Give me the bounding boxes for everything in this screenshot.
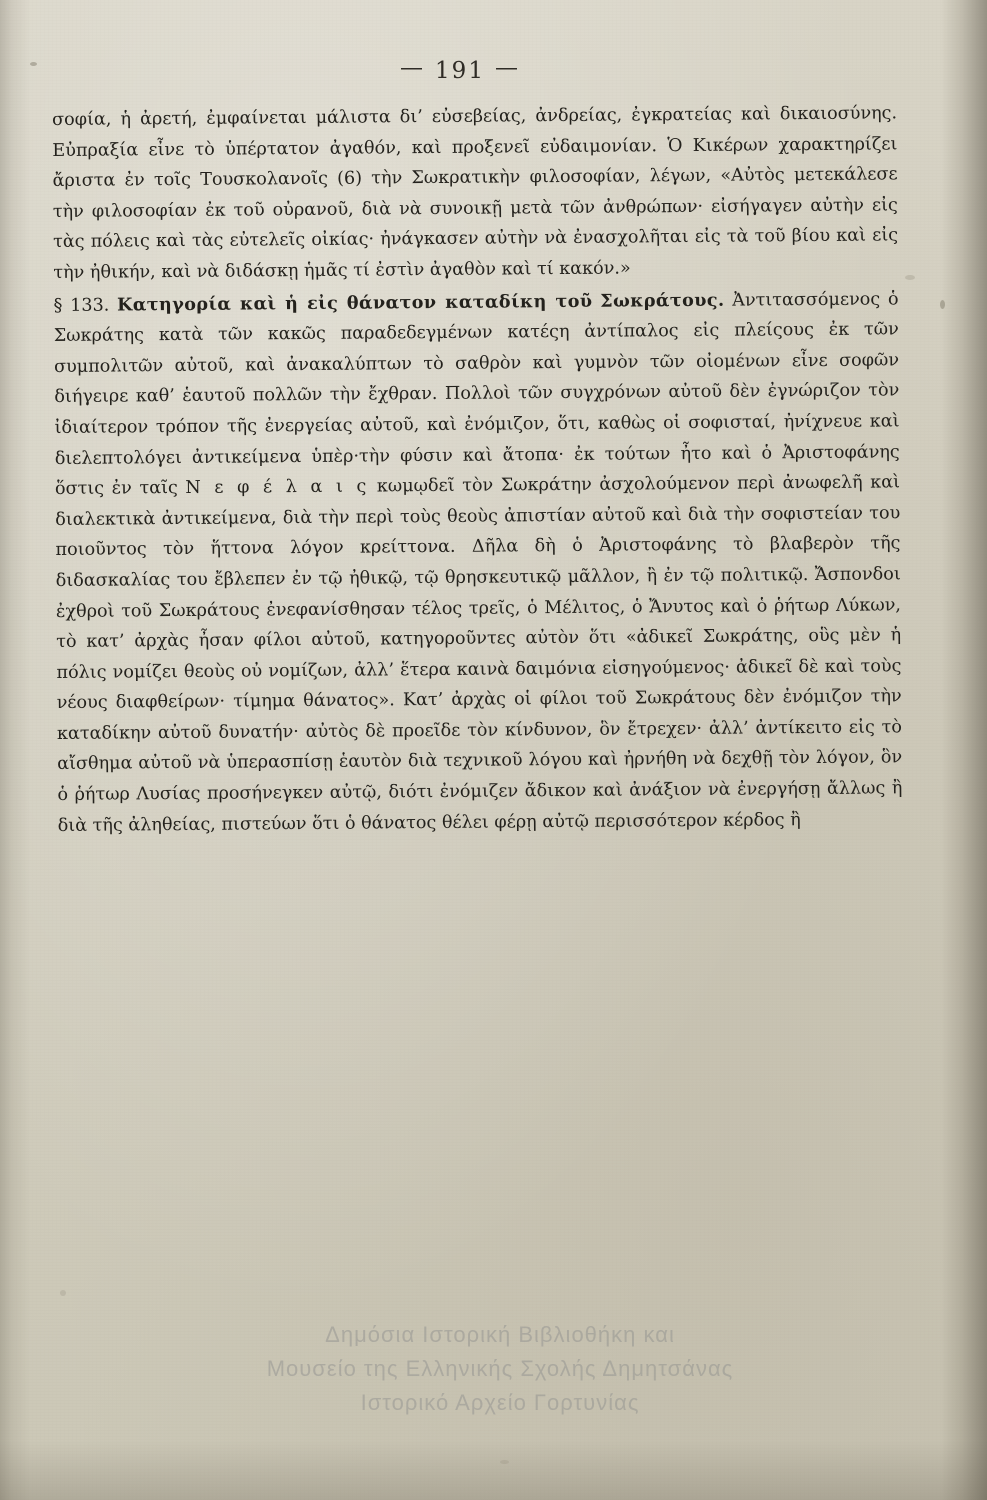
watermark-line-3: Ιστορικό Αρχείο Γορτυνίας <box>360 1390 640 1415</box>
page-rule-left: — <box>400 55 426 81</box>
page-left-shadow <box>0 0 30 1500</box>
play-title-nefelai: Ν ε φ έ λ α ι ς <box>185 476 370 499</box>
watermark-line-2: Μουσείο της Ελληνικής Σχολής Δημητσάνας <box>266 1356 734 1381</box>
page-rule-right: — <box>494 55 520 81</box>
section-body-part1: Ἀντιτασσόμενος ὁ Σωκράτης κατὰ τῶν κακῶς παραδεδεγμένων κατέςη ἀντίπαλος εἰς πλείςους ἐκ τῶν συμπολιτῶν αὐτοῦ, καὶ ἀνακαλύπτων τὸ σαθρὸν καὶ γυμνὸν τῶν οἰομένων εἶνε σοφῶν διήγειρε καθ’ ἑαυτοῦ πολλῶν τὴν ἔχθραν. Πολλοὶ τῶν συγχρόνων αὐτοῦ δὲν ἐγνώριζον τὸν ἰδιαίτερον τρόπον τῆς ἐνεργείας αὐτοῦ, καὶ ἐνόμιζον, ὅτι, καθὼς οἱ σοφισταί, ἠνίχνευε καὶ διελεπτολόγει ἀντικείμενα ὑπὲρ·τὴν φύσιν καὶ ἄτοπα· ἐκ τούτων ἦτο καὶ ὁ Ἀριστοφάνης ὅστις ἐν ταῖς <box>53 288 900 500</box>
paper-speck <box>60 1290 66 1296</box>
paper-speck <box>905 275 915 280</box>
watermark-line-1: Δημόσια Ιστορική Βιβλιοθήκη και <box>325 1322 675 1347</box>
page-bottom-shadow <box>0 1440 987 1500</box>
paragraph-intro: σοφία, ἡ ἀρετή, ἐμφαίνεται μάλιστα δι’ εὐσεβείας, ἀνδρείας, ἐγκρατείας καὶ δικαιοσύνης. Εὐπραξία εἶνε τὸ ὑπέρτατον ἀγαθόν, καὶ προξενεῖ εὐδαιμονίαν. Ὁ Κικέρων χαρακτηρίζει ἄριστα ἐν τοῖς Τουσκολανοῖς (6) τὴν Σωκρατικὴν φιλοσοφίαν, λέγων, «Αὐτὸς μετεκάλεσε τὴν φιλοσοφίαν ἐκ τοῦ οὐρανοῦ, διὰ νὰ συνοικῇ μετὰ τῶν ἀνθρώπων· εἰσήγαγεν αὐτὴν εἰς τὰς πόλεις καὶ τὰς εὐτελεῖς οἰκίας· ἠνάγκασεν αὐτὴν νὰ ἐνασχολῆται εἰς τὰ τοῦ βίου καὶ εἰς τὴν ἠθικήν, καὶ νὰ διδάσκῃ ἡμᾶς τί ἐστὶν ἀγαθὸν καὶ τί κακόν.» <box>52 103 899 283</box>
section-title-line2: Σωκράτους. <box>600 289 725 312</box>
library-watermark <box>120 1318 880 1420</box>
section-paragraph <box>53 284 902 841</box>
page-number-header <box>0 55 920 84</box>
section-number: § 133. <box>53 295 110 316</box>
section-body-part2: κωμῳδεῖ τὸν Σωκράτην ἀσχολούμενον περὶ ἀνωφελῆ καὶ διαλεκτικὰ ἀντικείμενα, διὰ τὴν περὶ τοὺς θεοὺς ἀπιστίαν αὐτοῦ καὶ διὰ τὴν σοφιστείαν του ποιοῦντος τὸν ἥττονα λόγον κρείττονα. Δῆλα δὴ ὁ Ἀριστοφάνης τὸ βλαβερὸν τῆς διδασκαλίας του ἔβλεπεν ἐν τῷ ἠθικῷ, τῷ θρησκευτικῷ μᾶλλον, ἢ ἐν τῷ πολιτικῷ. Ἄσπονδοι ἐχθροὶ τοῦ Σωκράτους ἐνεφανίσθησαν τέλος τρεῖς, ὁ Μέλιτος, ὁ Ἄνυτος καὶ ὁ ῥήτωρ Λύκων, τὸ κατ’ ἀρχὰς ἦσαν φίλοι αὐτοῦ, κατηγοροῦντες αὐτὸν ὅτι «ἀδικεῖ Σωκράτης, οὓς μὲν ἡ πόλις νομίζει θεοὺς οὐ νομίζων, ἀλλ’ ἕτερα καινὰ δαιμόνια εἰσηγούμενος· ἀδικεῖ δὲ καὶ τοὺς νέους διαφθείρων· τίμημα θάνατος». Κατ’ ἀρχὰς οἱ φίλοι τοῦ Σωκράτους δὲν ἐνόμιζον τὴν καταδίκην αὐτοῦ δυνατήν· αὐτὸς δὲ προεῖδε τὸν κίνδυνον, ὃν ἔτρεχεν· ἀλλ’ ἀντίκειτο εἰς τὸ αἴσθημα αὐτοῦ νὰ ὑπερασπίσῃ ἑαυτὸν διὰ τεχνικοῦ λόγου καὶ ἠρνήθη νὰ δεχθῇ τὸν λόγον, ὃν ὁ ῥήτωρ Λυσίας προσήνεγκεν αὐτῷ, διότι ἐνόμιζεν ἄδικον καὶ ἀνάξιον νὰ ἐνεργήσῃ ἄλλως ἢ διὰ τῆς ἀληθείας, πιστεύων ὅτι ὁ θάνατος θέλει φέρῃ αὐτῷ περισσότερον κέρδος ἢ <box>55 472 903 836</box>
section-title-line1: Κατηγορία καὶ ἡ εἰς θάνατον καταδίκη τοῦ <box>117 290 593 316</box>
page-number: 191 <box>435 58 485 84</box>
paper-speck <box>500 1460 509 1464</box>
page-body-text <box>52 98 903 841</box>
page-right-shadow <box>941 0 987 1500</box>
paper-speck <box>940 300 945 309</box>
